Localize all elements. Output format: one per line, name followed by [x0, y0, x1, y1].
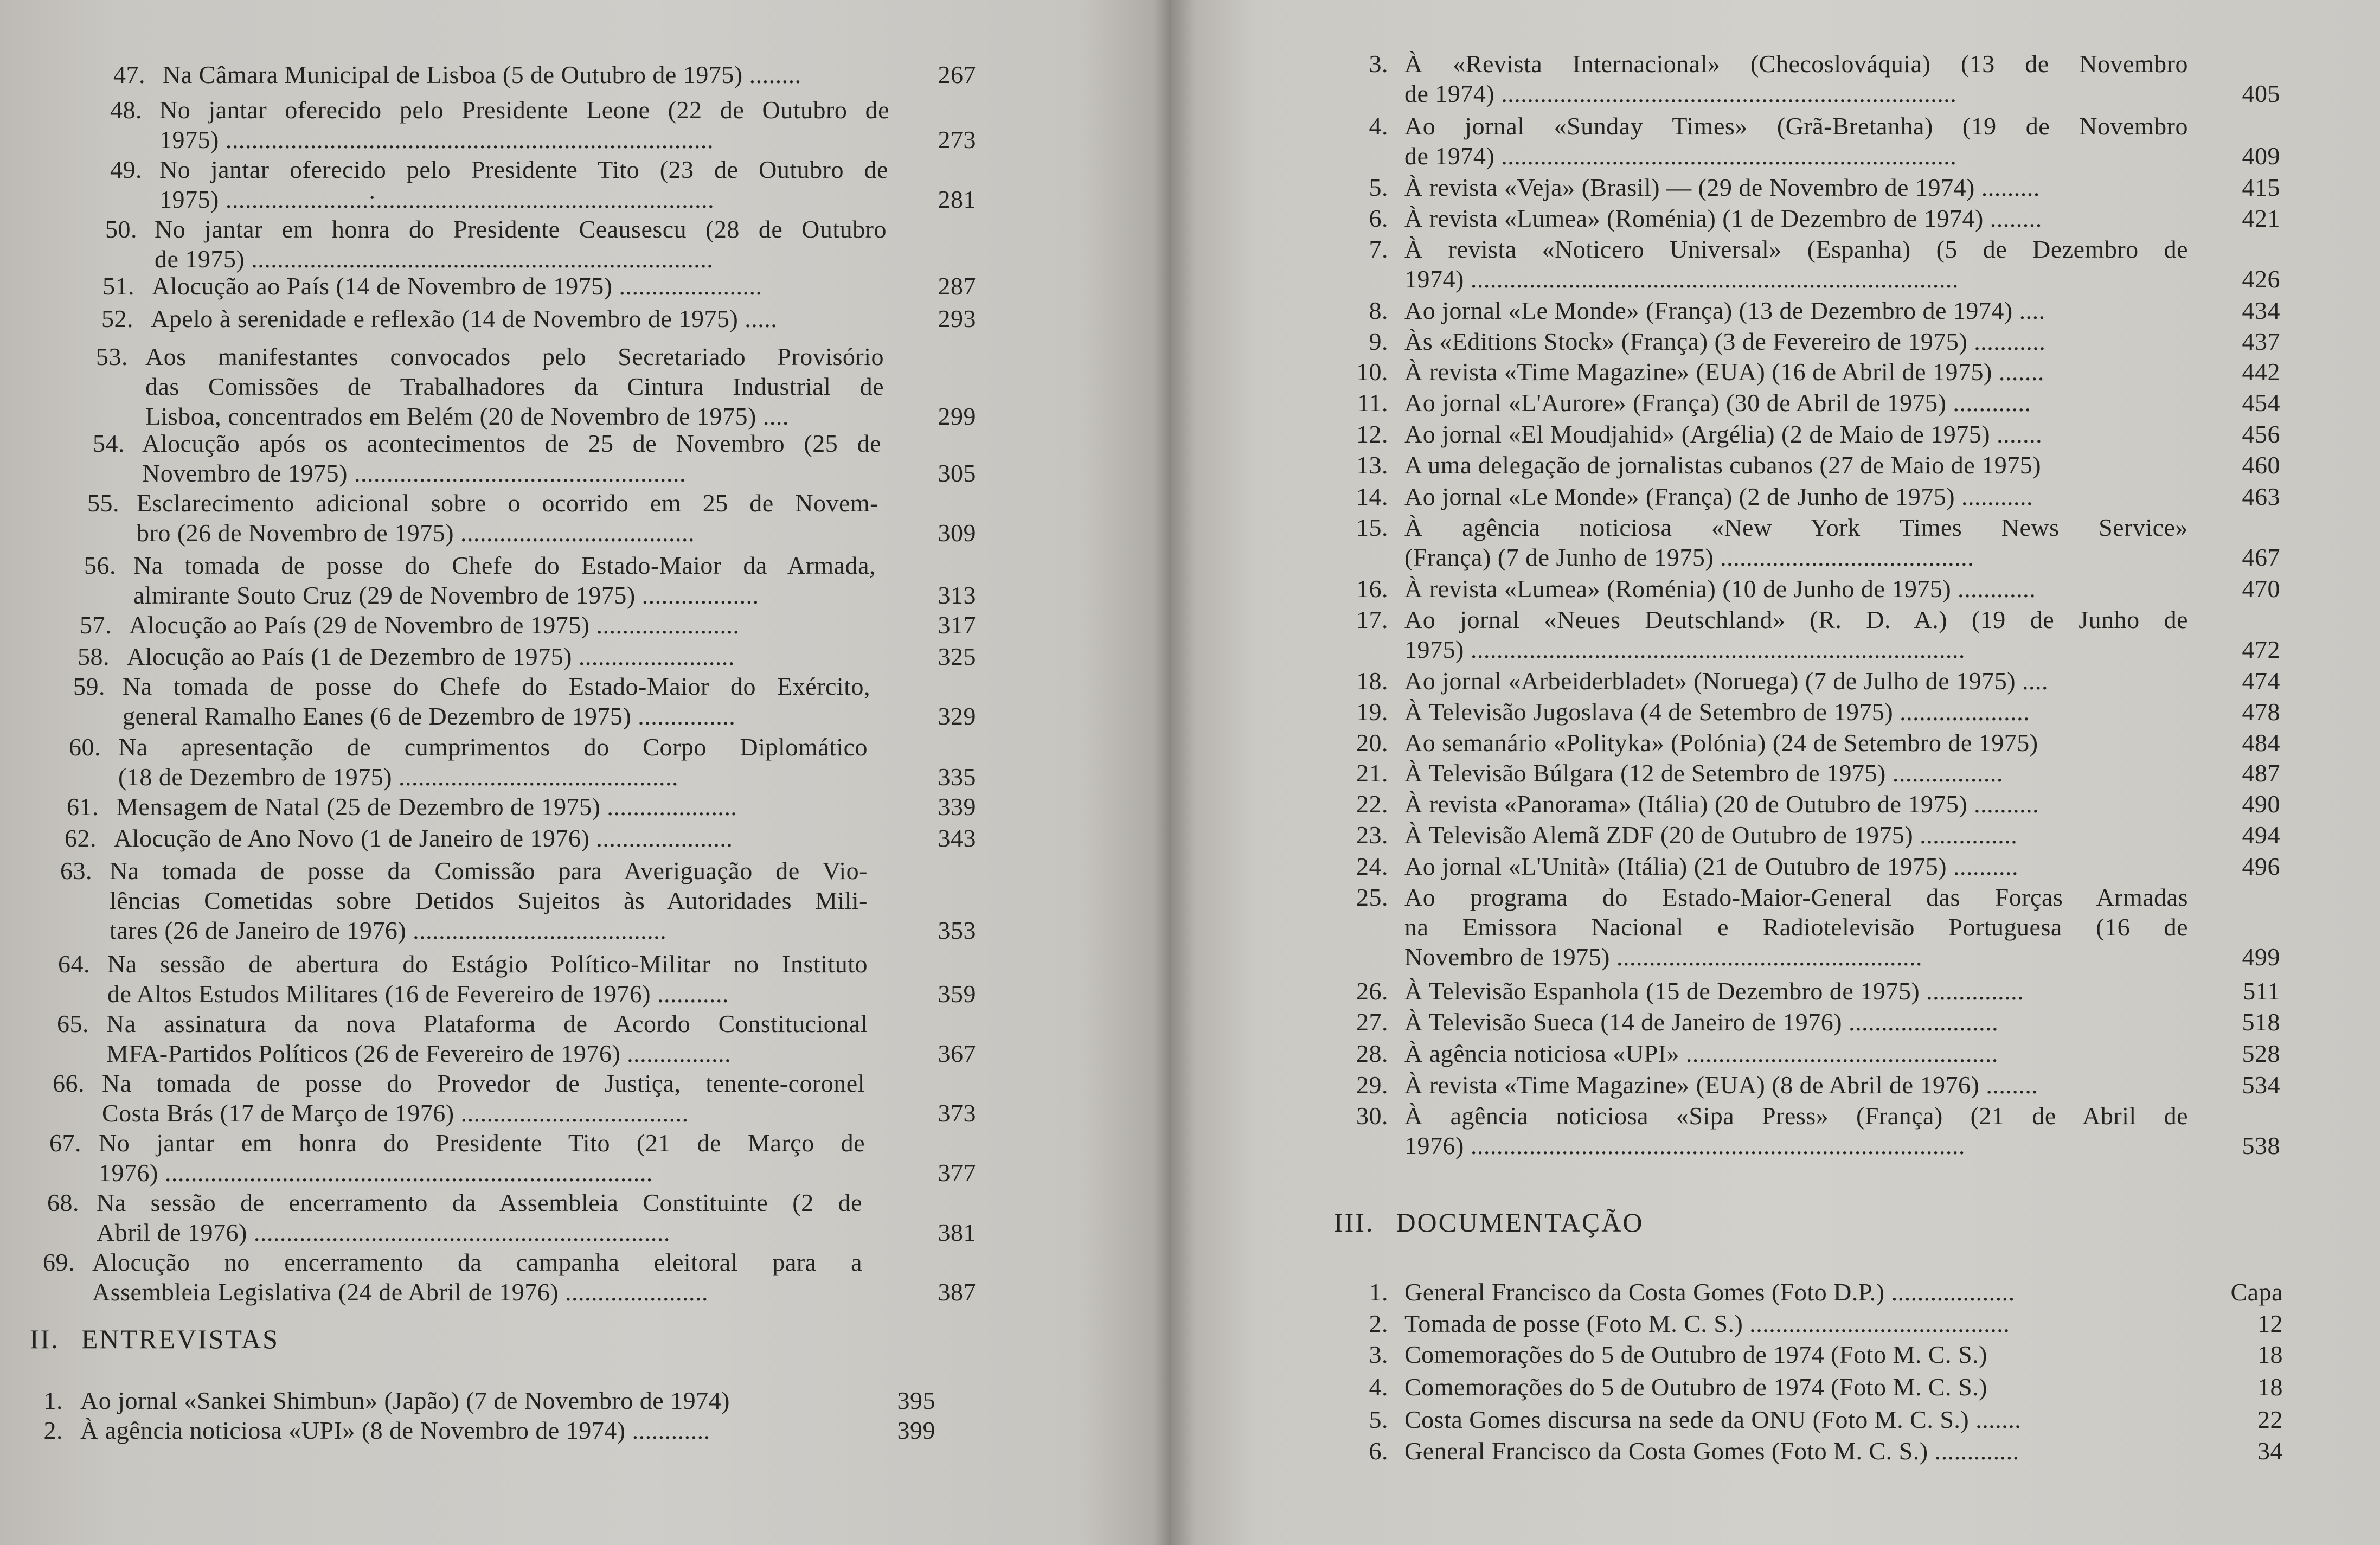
entry-title-line: Ao jornal «Le Monde» (França) (2 de Junho de 1975) ........... — [1404, 483, 2033, 510]
page-number: 405 — [2242, 80, 2280, 107]
toc-entry — [1369, 1339, 2283, 1369]
toc-entry — [1356, 697, 2280, 727]
entry-number: 65. — [57, 1010, 89, 1037]
entry-title-line: Ao jornal «Le Monde» (França) (13 de Dezembro de 1974) .... — [1404, 297, 2045, 324]
page-number: 313 — [938, 581, 976, 609]
page-number: Capa — [2230, 1278, 2283, 1306]
entry-title-line: À agência noticiosa «UPI» (8 de Novembro de 1974) ............ — [80, 1416, 710, 1444]
entry-title-line: Na tomada de posse do Chefe do Estado-Maior do Exército, — [123, 672, 870, 700]
section-number: III. — [1334, 1207, 1375, 1238]
entry-number: 6. — [1369, 1437, 1388, 1465]
toc-entry — [43, 1247, 976, 1307]
entry-number: 20. — [1356, 729, 1388, 757]
entry-number: 67. — [49, 1129, 81, 1157]
entry-title-line: Ao semanário «Polityka» (Polónia) (24 de Setembro de 1975) — [1404, 729, 2038, 757]
toc-entry — [1369, 1405, 2283, 1434]
page-number: 528 — [2242, 1040, 2280, 1067]
toc-entry — [58, 949, 976, 1009]
entry-title-line: 1976) ............................................................................ — [1404, 1132, 1965, 1159]
entry-number: 59. — [73, 672, 105, 700]
entry-title-line: À revista «Lumea» (Roménia) (1 de Dezembro de 1974) ........ — [1404, 204, 2042, 232]
entry-title-line: À revista «Lumea» (Roménia) (10 de Junho de 1975) ............ — [1404, 575, 2036, 602]
page-number: 18 — [2257, 1341, 2283, 1368]
page-number: 287 — [938, 272, 976, 300]
toc-entry — [101, 304, 976, 334]
toc-entry — [65, 823, 976, 853]
toc-entry — [1369, 296, 2280, 325]
entry-number: 6. — [1369, 204, 1388, 232]
entry-number: 16. — [1356, 575, 1388, 602]
entry-title-line: Alocução ao País (29 de Novembro de 1975) ...................... — [129, 611, 740, 639]
entry-number: 58. — [78, 643, 110, 670]
page-number: 467 — [2242, 543, 2280, 571]
entry-title-line: 1975) ......................:.................................................... — [159, 185, 715, 213]
entry-number: 7. — [1369, 235, 1388, 263]
entry-title-line: Aos manifestantes convocados pelo Secretariado Provisório — [145, 343, 884, 370]
entry-title-line: No jantar em honra do Presidente Tito (21 de Março de — [99, 1129, 865, 1157]
toc-entry — [1356, 419, 2280, 449]
page-number: 353 — [938, 916, 976, 944]
entry-title-line: Na tomada de posse do Provedor de Justiça, tenente-coronel — [102, 1069, 865, 1097]
section-title: DOCUMENTAÇÃO — [1396, 1207, 1644, 1238]
toc-entry — [110, 95, 976, 155]
toc-entry — [1369, 1372, 2283, 1402]
entry-number: 66. — [53, 1069, 85, 1097]
toc-entry — [1369, 203, 2280, 233]
entry-number: 13. — [1356, 451, 1388, 479]
entry-title-line: (França) (7 de Junho de 1975) ....................................... — [1404, 543, 1974, 571]
page-number: 460 — [2242, 451, 2280, 479]
page-number: 534 — [2242, 1071, 2280, 1099]
entry-title-line: À revista «Veja» (Brasil) — (29 de Novembro de 1974) ......... — [1404, 174, 2040, 201]
page-number: 34 — [2257, 1437, 2283, 1465]
toc-entry — [1356, 728, 2280, 758]
entry-title-line: Comemorações do 5 de Outubro de 1974 (Foto M. C. S.) — [1404, 1341, 1987, 1368]
entry-title-line: À Televisão Sueca (14 de Janeiro de 1976) ....................... — [1404, 1008, 1999, 1036]
entry-number: 57. — [80, 611, 112, 639]
entry-title-line: de 1975) ....................................................................... — [155, 245, 714, 273]
toc-entry — [1369, 111, 2280, 171]
entry-number: 60. — [69, 733, 101, 761]
entry-number: 25. — [1356, 883, 1388, 911]
right-page — [1171, 0, 2380, 1545]
toc-entry — [1369, 1436, 2283, 1466]
entry-number: 2. — [43, 1416, 63, 1444]
page-number: 470 — [2242, 575, 2280, 602]
toc-entry — [102, 271, 976, 301]
page-number: 399 — [897, 1416, 935, 1444]
toc-entry — [1356, 574, 2280, 604]
entry-title-line: À revista «Noticero Universal» (Espanha) (5 de Dezembro de — [1404, 235, 2188, 263]
entry-title-line: General Francisco da Costa Gomes (Foto M. C. S.) ............. — [1404, 1437, 2019, 1465]
entry-title-line: MFA-Partidos Políticos (26 de Fevereiro de 1976) ................ — [106, 1040, 732, 1067]
entry-number: 64. — [58, 950, 90, 978]
left-page — [0, 0, 1171, 1545]
page-number: 511 — [2243, 977, 2280, 1005]
page-number: 487 — [2242, 759, 2280, 787]
entry-title-line: À Televisão Jugoslava (4 de Setembro de 1975) .................... — [1404, 698, 2030, 726]
entry-title-line: À revista «Panorama» (Itália) (20 de Outubro de 1975) .......... — [1404, 790, 2039, 818]
entry-number: 47. — [113, 61, 145, 88]
entry-number: 10. — [1356, 358, 1388, 386]
page-number: 273 — [938, 126, 976, 153]
toc-entry — [87, 488, 976, 548]
entry-number: 8. — [1369, 297, 1388, 324]
page-number: 317 — [938, 611, 976, 639]
entry-title-line: Esclarecimento adicional sobre o ocorrido em 25 de Novem- — [137, 489, 878, 517]
entry-number: 2. — [1369, 1310, 1388, 1337]
toc-entry — [1356, 666, 2280, 696]
toc-entry — [1356, 1101, 2280, 1161]
toc-entry — [53, 1068, 976, 1128]
entry-number: 17. — [1356, 606, 1388, 633]
entry-title-line: General Francisco da Costa Gomes (Foto D.P.) ................... — [1404, 1278, 2015, 1306]
toc-entry — [1356, 1070, 2280, 1100]
entry-title-line: 1976) ........................................................................... — [99, 1159, 653, 1187]
entry-title-line: À Televisão Búlgara (12 de Setembro de 1975) ................. — [1404, 759, 2003, 787]
page-number: 373 — [938, 1099, 976, 1127]
page-number: 281 — [938, 185, 976, 213]
entry-number: 69. — [43, 1248, 75, 1276]
toc-entry — [1369, 172, 2280, 202]
entry-number: 22. — [1356, 790, 1388, 818]
entry-number: 55. — [87, 489, 119, 517]
entry-title-line: À revista «Time Magazine» (EUA) (8 de Abril de 1976) ........ — [1404, 1071, 2038, 1099]
entry-title-line: Alocução ao País (14 de Novembro de 1975) ...................... — [152, 272, 762, 300]
page-number: 309 — [938, 519, 976, 547]
page-number: 474 — [2242, 667, 2280, 695]
entry-title-line: Ao jornal «Arbeiderbladet» (Noruega) (7 de Julho de 1975) .... — [1404, 667, 2049, 695]
entry-number: 62. — [65, 824, 97, 852]
entry-number: 52. — [101, 305, 133, 332]
entry-title-line: bro (26 de Novembro de 1975) .................................... — [137, 519, 695, 547]
entry-title-line: Alocução após os acontecimentos de 25 de Novembro (25 de — [142, 429, 881, 457]
section-number: II. — [30, 1324, 60, 1354]
entry-title-line: A uma delegação de jornalistas cubanos (27 de Maio de 1975) — [1404, 451, 2042, 479]
entry-title-line: Na sessão de abertura do Estágio Político-Militar no Instituto — [107, 950, 868, 978]
toc-entry — [1356, 820, 2280, 850]
entry-title-line: tares (26 de Janeiro de 1976) ....................................... — [110, 916, 667, 944]
page-number: 472 — [2242, 636, 2280, 663]
entry-title-line: Alocução ao País (1 de Dezembro de 1975) ........................ — [127, 643, 735, 670]
entry-title-line: Ao jornal «El Moudjahid» (Argélia) (2 de Maio de 1975) ....... — [1404, 420, 2043, 448]
entry-number: 26. — [1356, 977, 1388, 1005]
entry-number: 56. — [84, 552, 116, 579]
page-number: 339 — [938, 793, 976, 820]
entry-number: 49. — [110, 156, 142, 183]
entry-title-line: de 1974) ...................................................................... — [1404, 80, 1957, 107]
page-number: 456 — [2242, 420, 2280, 448]
page-number: 484 — [2242, 729, 2280, 757]
entry-number: 4. — [1369, 112, 1388, 140]
page-number: 377 — [938, 1159, 976, 1187]
toc-entry — [67, 792, 976, 822]
entry-title-line: Abril de 1976) ................................................................ — [97, 1219, 670, 1246]
toc-entry — [43, 1415, 935, 1445]
toc-entry — [78, 642, 976, 671]
entry-number: 18. — [1356, 667, 1388, 695]
entry-number: 53. — [96, 343, 128, 370]
entry-title-line: Na Câmara Municipal de Lisboa (5 de Outubro de 1975) ........ — [163, 61, 801, 88]
entry-title-line: Às «Editions Stock» (França) (3 de Fevereiro de 1975) ........... — [1404, 328, 2046, 355]
entry-number: 11. — [1357, 389, 1388, 416]
toc-entry — [69, 732, 976, 792]
entry-title-line: Ao programa do Estado-Maior-General das Forças Armadas — [1404, 883, 2188, 911]
toc-entry — [96, 342, 976, 431]
entry-number: 30. — [1356, 1102, 1388, 1130]
toc-entry — [1369, 234, 2280, 294]
entry-number: 61. — [67, 793, 99, 820]
entry-number: 15. — [1356, 514, 1388, 541]
page-number: 463 — [2242, 483, 2280, 510]
entry-title-line: Lisboa, concentrados em Belém (20 de Novembro de 1975) .... — [145, 402, 789, 430]
entry-title-line: Na apresentação de cumprimentos do Corpo Diplomático — [118, 733, 868, 761]
toc-entry — [1369, 326, 2280, 356]
entry-number: 54. — [93, 429, 125, 457]
toc-entry — [1356, 482, 2280, 511]
toc-entry — [47, 1188, 976, 1247]
entry-title-line: Na assinatura da nova Plataforma de Acordo Constitucional — [106, 1010, 868, 1037]
entry-title-line: Na tomada de posse da Comissão para Averiguação de Vio- — [110, 857, 868, 884]
toc-entry — [1369, 49, 2280, 108]
toc-entry — [49, 1128, 976, 1188]
page-number: 454 — [2242, 389, 2280, 416]
entry-title-line: lências Cometidas sobre Detidos Sujeitos às Autoridades Mili- — [110, 887, 868, 914]
toc-entry — [1357, 388, 2280, 418]
toc-entry — [1369, 1309, 2283, 1338]
toc-entry — [1369, 1277, 2283, 1307]
toc-entry — [60, 856, 976, 945]
entry-title-line: À Televisão Alemã ZDF (20 de Outubro de 1975) ............... — [1404, 821, 2018, 849]
page-number: 494 — [2242, 821, 2280, 849]
toc-entry — [1356, 450, 2280, 480]
entry-number: 24. — [1356, 852, 1388, 880]
entry-number: 63. — [60, 857, 92, 884]
entry-title-line: Novembro de 1975) ............................................... — [1404, 943, 1922, 971]
entry-title-line: Ao jornal «L'Aurore» (França) (30 de Abril de 1975) ............ — [1404, 389, 2031, 416]
entry-number: 1. — [43, 1387, 63, 1414]
entry-title-line: À agência noticiosa «Sipa Press» (França) (21 de Abril de — [1404, 1102, 2188, 1130]
toc-entry — [84, 550, 976, 610]
entry-number: 1. — [1369, 1278, 1388, 1306]
entry-number: 51. — [102, 272, 134, 300]
page-number: 415 — [2242, 174, 2280, 201]
entry-title-line: Ao jornal «L'Unità» (Itália) (21 de Outubro de 1975) .......... — [1404, 852, 2019, 880]
entry-title-line: general Ramalho Eanes (6 de Dezembro de 1975) ............... — [123, 702, 736, 730]
page-number: 18 — [2257, 1373, 2283, 1401]
page-number: 518 — [2242, 1008, 2280, 1036]
entry-title-line: À agência noticiosa «New York Times News Service» — [1404, 514, 2188, 541]
entry-title-line: Novembro de 1975) ................................................... — [142, 459, 686, 487]
entry-title-line: Assembleia Legislativa (24 de Abril de 1976) ...................... — [92, 1278, 709, 1306]
toc-entry — [1356, 1007, 2280, 1037]
entry-title-line: 1975) ........................................................................... — [159, 126, 714, 153]
entry-number: 29. — [1356, 1071, 1388, 1099]
toc-entry — [105, 214, 887, 274]
section-heading — [1334, 1207, 1644, 1238]
page-number: 267 — [938, 61, 976, 88]
page-number: 381 — [938, 1219, 976, 1246]
page-number: 437 — [2242, 328, 2280, 355]
entry-title-line: de 1974) ...................................................................... — [1404, 142, 1957, 170]
page-number: 442 — [2242, 358, 2280, 386]
toc-entry — [73, 671, 976, 731]
page-number: 293 — [938, 305, 976, 332]
entry-title-line: Ao jornal «Sankei Shimbun» (Japão) (7 de Novembro de 1974) — [80, 1387, 730, 1414]
entry-title-line: Alocução de Ano Novo (1 de Janeiro de 1976) ..................... — [114, 824, 733, 852]
toc-entry — [1356, 851, 2280, 881]
entry-number: 4. — [1369, 1373, 1388, 1401]
entry-number: 50. — [105, 215, 137, 243]
entry-title-line: À agência noticiosa «UPI» ................................................ — [1404, 1040, 1998, 1067]
entry-number: 3. — [1369, 50, 1388, 78]
section-title: ENTREVISTAS — [81, 1324, 279, 1354]
entry-number: 48. — [110, 96, 142, 124]
page-number: 12 — [2257, 1310, 2283, 1337]
entry-number: 27. — [1356, 1008, 1388, 1036]
page-number: 22 — [2257, 1406, 2283, 1433]
entry-number: 14. — [1356, 483, 1388, 510]
section-heading — [30, 1323, 279, 1355]
entry-title-line: Comemorações do 5 de Outubro de 1974 (Foto M. C. S.) — [1404, 1373, 1987, 1401]
entry-number: 5. — [1369, 174, 1388, 201]
entry-title-line: Costa Brás (17 de Março de 1976) ................................... — [102, 1099, 689, 1127]
toc-entry — [93, 428, 976, 488]
entry-number: 28. — [1356, 1040, 1388, 1067]
page-number: 496 — [2242, 852, 2280, 880]
page-number: 343 — [938, 824, 976, 852]
page-number: 426 — [2242, 265, 2280, 293]
entry-number: 9. — [1369, 328, 1388, 355]
toc-entry — [110, 155, 976, 214]
entry-title-line: Na tomada de posse do Chefe do Estado-Maior da Armada, — [133, 552, 876, 579]
entry-title-line: na Emissora Nacional e Radiotelevisão Portuguesa (16 de — [1404, 913, 2188, 941]
entry-title-line: Ao jornal «Sunday Times» (Grã-Bretanha) (19 de Novembro — [1404, 112, 2188, 140]
entry-number: 21. — [1356, 759, 1388, 787]
page-number: 409 — [2242, 142, 2280, 170]
entry-title-line: das Comissões de Trabalhadores da Cintura Industrial de — [145, 373, 884, 400]
page-number: 335 — [938, 763, 976, 791]
page-number: 325 — [938, 643, 976, 670]
toc-entry — [1356, 758, 2280, 788]
page-number: 421 — [2242, 204, 2280, 232]
entry-title-line: 1975) ............................................................................ — [1404, 636, 1965, 663]
entry-title-line: Na sessão de encerramento da Assembleia Constituinte (2 de — [97, 1189, 862, 1216]
toc-entry — [1356, 789, 2280, 819]
toc-entry — [57, 1009, 976, 1068]
page-number: 329 — [938, 702, 976, 730]
page-number: 359 — [938, 980, 976, 1008]
toc-entry — [80, 610, 976, 640]
entry-title-line: almirante Souto Cruz (29 de Novembro de 1975) .................. — [133, 581, 759, 609]
toc-entry — [1356, 357, 2280, 387]
entry-title-line: (18 de Dezembro de 1975) ........................................... — [118, 763, 679, 791]
page-number: 434 — [2242, 297, 2280, 324]
entry-title-line: À revista «Time Magazine» (EUA) (16 de Abril de 1975) ....... — [1404, 358, 2044, 386]
page-number: 387 — [938, 1278, 976, 1306]
entry-title-line: Costa Gomes discursa na sede da ONU (Foto M. C. S.) ....... — [1404, 1406, 2022, 1433]
entry-title-line: Ao jornal «Neues Deutschland» (R. D. A.) (19 de Junho de — [1404, 606, 2188, 633]
toc-entry — [1356, 605, 2280, 664]
toc-entry — [43, 1386, 935, 1415]
page-number: 305 — [938, 459, 976, 487]
entry-title-line: de Altos Estudos Militares (16 de Fevereiro de 1976) ........... — [107, 980, 729, 1008]
toc-entry — [1356, 1038, 2280, 1068]
entry-title-line: À Televisão Espanhola (15 de Dezembro de 1975) ............... — [1404, 977, 2024, 1005]
entry-title-line: Apelo à serenidade e reflexão (14 de Novembro de 1975) ..... — [151, 305, 778, 332]
entry-number: 12. — [1356, 420, 1388, 448]
entry-title-line: Mensagem de Natal (25 de Dezembro de 1975) .................... — [116, 793, 737, 820]
entry-title-line: No jantar oferecido pelo Presidente Leone (22 de Outubro de — [159, 96, 889, 124]
entry-title-line: Tomada de posse (Foto M. C. S.) ........................................ — [1404, 1310, 2010, 1337]
page-number: 478 — [2242, 698, 2280, 726]
entry-title-line: No jantar em honra do Presidente Ceausescu (28 de Outubro — [155, 215, 887, 243]
page-number: 499 — [2242, 943, 2280, 971]
page-number: 538 — [2242, 1132, 2280, 1159]
entry-number: 68. — [47, 1189, 79, 1216]
entry-number: 23. — [1356, 821, 1388, 849]
page-number: 367 — [938, 1040, 976, 1067]
toc-entry — [113, 60, 976, 89]
entry-title-line: 1974) ........................................................................... — [1404, 265, 1959, 293]
entry-number: 5. — [1369, 1406, 1388, 1433]
toc-entry — [1356, 512, 2280, 572]
toc-entry — [1356, 976, 2280, 1006]
entry-title-line: Alocução no encerramento da campanha eleitoral para a — [92, 1248, 862, 1276]
page-number: 395 — [897, 1387, 935, 1414]
page-number: 490 — [2242, 790, 2280, 818]
entry-number: 19. — [1356, 698, 1388, 726]
page-number: 299 — [938, 402, 976, 430]
entry-number: 3. — [1369, 1341, 1388, 1368]
toc-entry — [1356, 882, 2280, 972]
entry-title-line: No jantar oferecido pelo Presidente Tito (23 de Outubro de — [159, 156, 888, 183]
entry-title-line: À «Revista Internacional» (Checoslováquia) (13 de Novembro — [1404, 50, 2188, 78]
